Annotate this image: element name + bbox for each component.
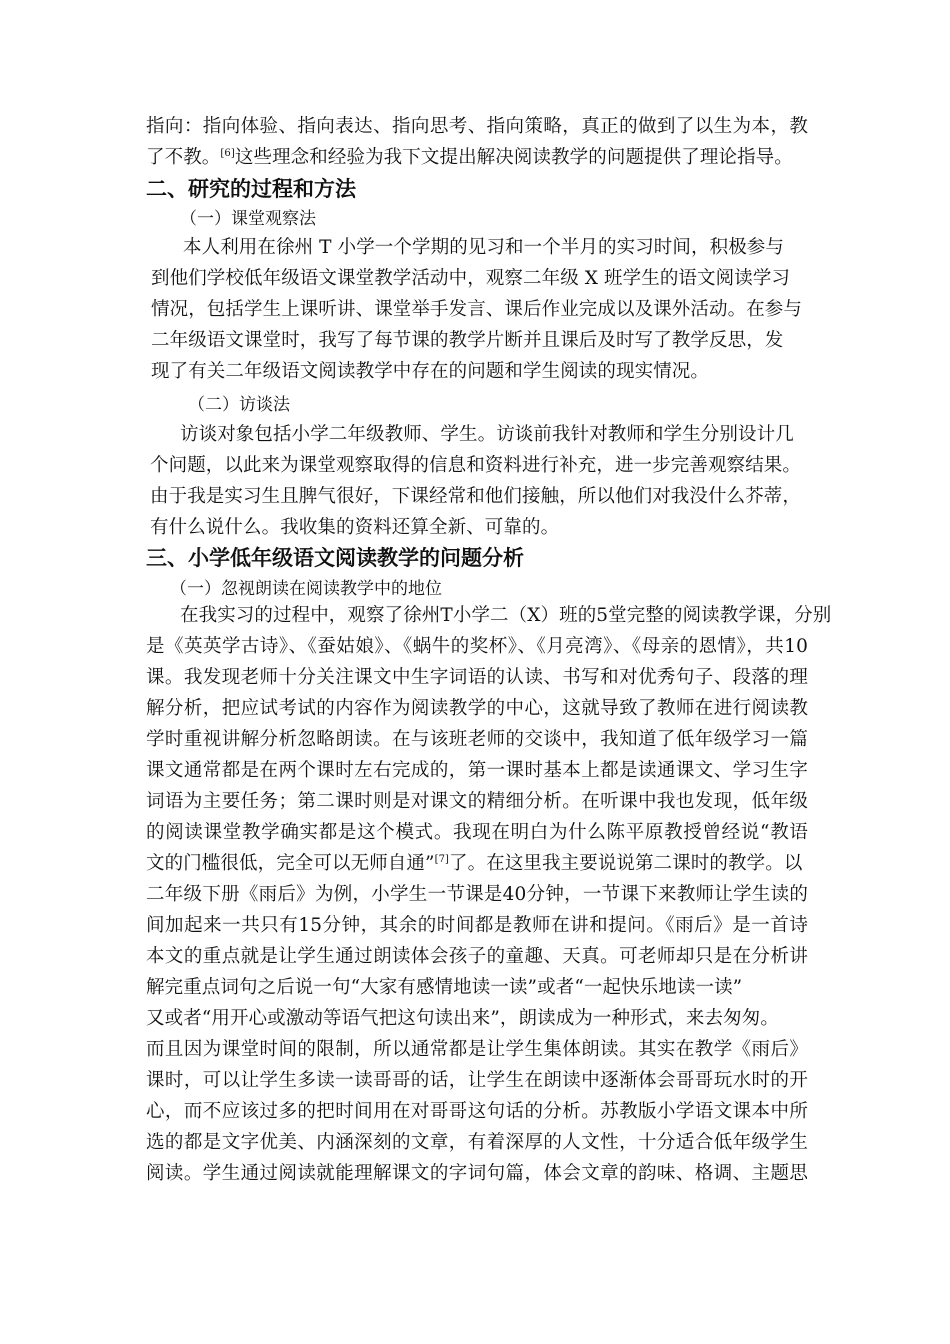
paragraph-line: 课时，可以让学生多读一读哥哥的话，让学生在朗读中逐渐体会哥哥玩水时的开 — [146, 1070, 808, 1091]
text-span: 了。在这里我主要说说第二课时的教学。以 — [449, 853, 803, 874]
subsection-heading: （二）访谈法 — [188, 395, 290, 415]
paragraph-line: 是《英英学古诗》、《蚕姑娘》、《蜗牛的奖杯》、《月亮湾》、《母亲的恩情》，共10 — [146, 636, 808, 657]
paragraph-line: 选的都是文字优美、内涵深刻的文章，有着深厚的人文性，十分适合低年级学生 — [146, 1132, 808, 1153]
paragraph-line: 二年级下册《雨后》为例，小学生一节课是40分钟，一节课下来教师让学生读的 — [146, 884, 808, 905]
paragraph-line: 的阅读课堂教学确实都是这个模式。我现在明白为什么陈平原教授曾经说“教语 — [146, 822, 808, 843]
paragraph-line: 访谈对象包括小学二年级教师、学生。访谈前我针对教师和学生分别设计几 — [180, 424, 794, 445]
subsection-heading: （一）课堂观察法 — [180, 209, 316, 229]
paragraph-line: 学时重视讲解分析忽略朗读。在与该班老师的交谈中，我知道了低年级学习一篇 — [146, 729, 808, 750]
paragraph-line: 由于我是实习生且脾气很好，下课经常和他们接触，所以他们对我没什么芥蒂， — [150, 486, 802, 507]
paragraph-line: 二年级语文课堂时，我写了每节课的教学片断并且课后及时写了教学反思，发 — [151, 330, 784, 351]
paragraph-line: 课文通常都是在两个课时左右完成的，第一课时基本上都是读通课文、学习生字 — [146, 760, 808, 781]
paragraph-line: 而且因为课堂时间的限制，所以通常都是让学生集体朗读。其实在教学《雨后》 — [146, 1039, 808, 1060]
text-span: 文的门槛很低，完全可以无师自通” — [146, 853, 435, 874]
citation-ref: [7] — [434, 853, 450, 865]
paragraph-line: 解完重点词句之后说一句“大家有感情地读一读”或者“一起快乐地读一读” — [146, 977, 743, 998]
paragraph-line: 词语为主要任务；第二课时则是对课文的精细分析。在听课中我也发现，低年级 — [146, 791, 808, 812]
paragraph-line — [146, 852, 802, 876]
text-span: 这些理念和经验为我下文提出解决阅读教学的问题提供了理论指导。 — [234, 147, 793, 168]
text-span: 了不教。 — [146, 147, 221, 168]
paragraph-line: 现了有关二年级语文阅读教学中存在的问题和学生阅读的现实情况。 — [151, 361, 710, 382]
paragraph-line: 阅读。学生通过阅读就能理解课文的字词句篇，体会文章的韵味、格调、主题思 — [146, 1163, 808, 1184]
paragraph-line: 在我实习的过程中，观察了徐州T小学二（X）班的5堂完整的阅读教学课，分别 — [180, 605, 832, 626]
paragraph-line: 到他们学校低年级语文课堂教学活动中，观察二年级 X 班学生的语文阅读学习 — [151, 268, 791, 289]
paragraph-line: 心，而不应该过多的把时间用在对哥哥这句话的分析。苏教版小学语文课本中所 — [146, 1101, 808, 1122]
paragraph-line: 个问题，以此来为课堂观察取得的信息和资料进行补充，进一步完善观察结果。 — [150, 455, 802, 476]
paragraph-line: 课。我发现老师十分关注课文中生字词语的认读、书写和对优秀句子、段落的理 — [146, 667, 808, 688]
paragraph-line: 指向：指向体验、指向表达、指向思考、指向策略，真正的做到了以生为本，教 — [146, 116, 808, 137]
paragraph-line — [146, 146, 793, 170]
subsection-heading: （一）忽视朗读在阅读教学中的地位 — [170, 579, 442, 599]
paragraph-line: 解分析，把应试考试的内容作为阅读教学的中心，这就导致了教师在进行阅读教 — [146, 698, 808, 719]
citation-ref: [6] — [220, 147, 235, 159]
section-heading: 二、研究的过程和方法 — [146, 177, 356, 201]
paragraph-line: 情况，包括学生上课听讲、课堂举手发言、课后作业完成以及课外活动。在参与 — [151, 299, 803, 320]
paragraph-line: 又或者“用开心或激动等语气把这句读出来”，朗读成为一种形式，来去匆匆。 — [146, 1008, 779, 1029]
paragraph-line: 间加起来一共只有15分钟，其余的时间都是教师在讲和提问。《雨后》是一首诗 — [146, 915, 808, 936]
paragraph-line: 本文的重点就是让学生通过朗读体会孩子的童趣、天真。可老师却只是在分析讲 — [146, 946, 808, 967]
paragraph-line: 有什么说什么。我收集的资料还算全新、可靠的。 — [150, 517, 560, 538]
section-heading: 三、小学低年级语文阅读教学的问题分析 — [146, 546, 524, 570]
paragraph-line: 本人利用在徐州 T 小学一个学期的见习和一个半月的实习时间，积极参与 — [183, 237, 785, 258]
